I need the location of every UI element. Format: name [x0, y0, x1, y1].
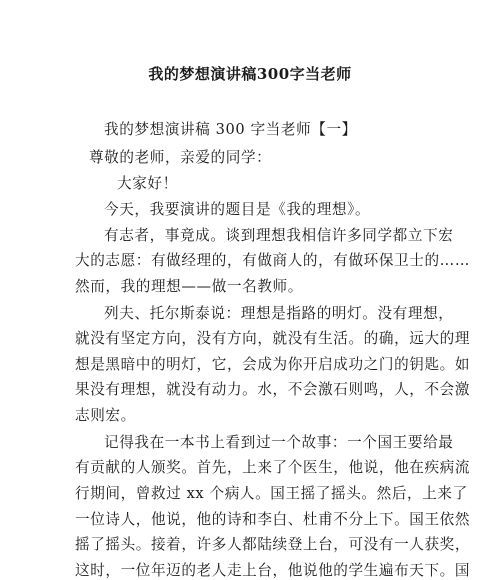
paragraph-line: 大的志愿：有做经理的，有做商人的，有做环保卫士的……: [75, 252, 471, 269]
paragraph-line: 有贡献的人颁奖。首先，上来了个医生，他说，他在疾病流: [75, 459, 471, 476]
paragraph-line: 记得我在一本书上看到过一个故事：一个国王要给最: [104, 434, 454, 451]
paragraph-line: 想是黑暗中的明灯，它，会成为你开启成功之门的钥匙。如: [75, 356, 471, 373]
document-title: 我的梦想演讲稿300字当老师: [148, 65, 352, 83]
paragraph-line: 这时，一位年迈的老人走上台，他说他的学生遍布天下。国: [75, 562, 471, 579]
greeting-line: 尊敬的老师，亲爱的同学：: [89, 149, 272, 166]
paragraph-line: 有志者，事竟成。谈到理想我相信许多同学都立下宏: [104, 227, 454, 244]
paragraph-line: 志则宏。: [75, 407, 136, 424]
paragraph-line: 摇了摇头。接着，许多人都陆续登上台，可没有一人获奖，: [75, 536, 471, 553]
paragraph-line: 一位诗人，他说，他的诗和李白、杜甫不分上下。国王依然: [75, 511, 471, 528]
paragraph-line: 然而，我的理想——做一名教师。: [75, 278, 303, 295]
hello-line: 大家好！: [117, 175, 178, 192]
paragraph-line: 列夫、托尔斯泰说：理想是指路的明灯。没有理想，: [104, 305, 454, 322]
paragraph-line: 就没有坚定方向，没有方向，就没有生活。的确，远大的理: [75, 330, 471, 347]
paragraph-line: 果没有理想，就没有动力。水，不会激石则鸣，人，不会激: [75, 381, 471, 398]
paragraph-line: 行期间，曾救过 xx 个病人。国王摇了摇头。然后，上来了: [75, 485, 468, 502]
section-subtitle: 我的梦想演讲稿 300 字当老师【一】: [104, 121, 357, 138]
paragraph-line: 今天，我要演讲的题目是《我的理想》。: [104, 201, 371, 218]
